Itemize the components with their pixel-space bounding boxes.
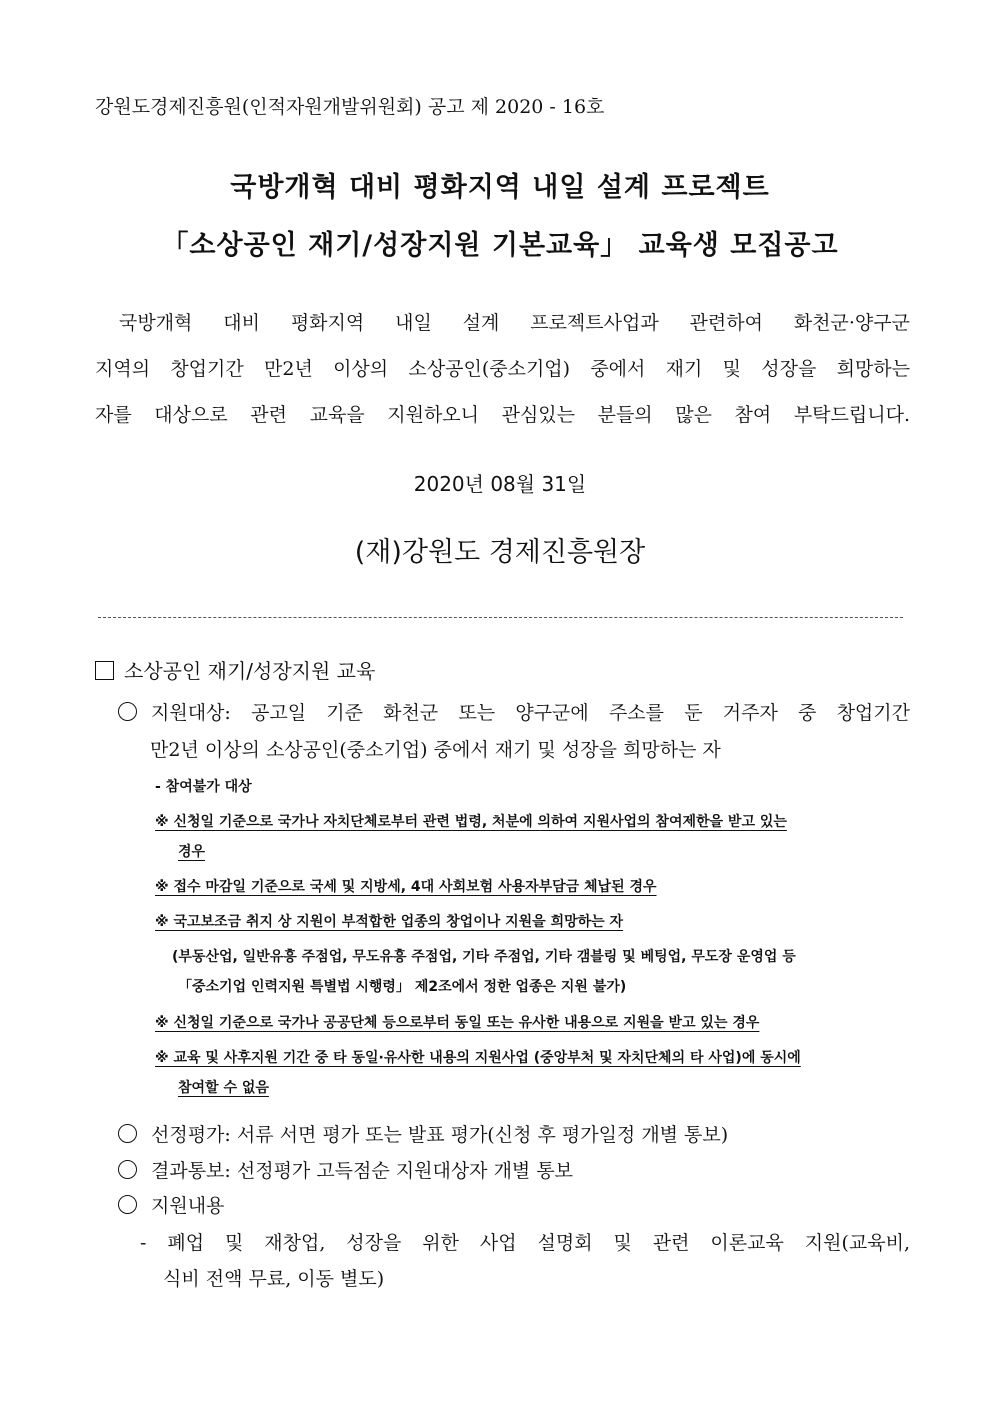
section-heading (95, 655, 375, 684)
announcement-date: 2020년 08월 31일 (413, 472, 587, 496)
exclusion-4: ※ 신청일 기준으로 국가나 공공단체 등으로부터 동일 또는 유사한 내용으로 지원을 받고 있는 경우 (155, 1015, 760, 1031)
intro-line: 자를 대상으로 관련 교육을 지원하오니 관심있는 분들의 많은 참여 부탁드립니다. (95, 404, 910, 426)
organization-name: (재)강원도 경제진흥원장 (354, 537, 646, 568)
circle-bullet-icon (118, 702, 137, 721)
exclusion-1-line-1: ※ 신청일 기준으로 국가나 자치단체로부터 관련 법령, 처분에 의하여 지원사업의 참여제한을 받고 있는 (155, 814, 787, 830)
eligibility-line-2: 만2년 이상의 소상공인(중소기업) 중에서 재기 및 성장을 희망하는 자 (150, 739, 721, 761)
title-line-2: 「소상공인 재기/성장지원 기본교육」 교육생 모집공고 (161, 230, 839, 261)
circle-bullet-icon (118, 1195, 137, 1214)
result-text: 결과통보: 선정평가 고득점순 지원대상자 개별 통보 (151, 1160, 574, 1182)
selection-item (118, 1120, 728, 1147)
section-title: 소상공인 재기/성장지원 교육 (124, 659, 376, 683)
circle-bullet-icon (118, 1160, 137, 1179)
support-item (118, 1191, 224, 1218)
exclusion-2: ※ 접수 마감일 기준으로 국세 및 지방세, 4대 사회보험 사용자부담금 체납된 경우 (155, 879, 657, 895)
intro-line: 지역의 창업기간 만2년 이상의 소상공인(중소기업) 중에서 재기 및 성장을 희망하는 (95, 358, 910, 380)
title-line-1: 국방개혁 대비 평화지역 내일 설계 프로젝트 (230, 172, 770, 203)
intro-paragraph (95, 300, 910, 438)
circle-bullet-icon (118, 1124, 137, 1143)
exclusion-5-line-1: ※ 교육 및 사후지원 기간 중 타 동일·유사한 내용의 지원사업 (중앙부처 및 자치단체의 타 사업)에 동시에 (155, 1050, 801, 1066)
exclusion-3: ※ 국고보조금 취지 상 지원이 부적합한 업종의 창업이나 지원을 희망하는 자 (155, 914, 624, 930)
support-line-2: 식비 전액 무료, 이동 별도) (163, 1268, 385, 1290)
support-line-1: - 폐업 및 재창업, 성장을 위한 사업 설명회 및 관련 이론교육 지원(교육비, (140, 1232, 910, 1254)
eligibility-line-1: 지원대상: 공고일 기준 화천군 또는 양구군에 주소를 둔 거주자 중 창업기간 (151, 702, 910, 724)
exclusion-3-note-1: (부동산업, 일반유흥 주점업, 무도유흥 주점업, 기타 주점업, 기타 갬블링 및 베팅업, 무도장 운영업 등 (172, 949, 796, 965)
eligibility-item (118, 698, 910, 725)
exclusion-heading: - 참여불가 대상 (155, 779, 252, 795)
exclusion-1-line-2: 경우 (178, 844, 206, 860)
selection-text: 선정평가: 서류 서면 평가 또는 발표 평가(신청 후 평가일정 개별 통보) (151, 1124, 729, 1146)
dashed-separator (98, 617, 903, 618)
result-item (118, 1156, 573, 1183)
exclusion-3-note-2: 「중소기업 인력지원 특별법 시행령」 제2조에서 정한 업종은 지원 불가) (178, 979, 627, 995)
exclusion-5-line-2: 참여할 수 없음 (178, 1080, 269, 1096)
support-heading: 지원내용 (151, 1195, 225, 1217)
intro-line: 국방개혁 대비 평화지역 내일 설계 프로젝트사업과 관련하여 화천군·양구군 (119, 312, 910, 334)
checkbox-square-icon (95, 661, 114, 680)
notice-number: 강원도경제진흥원(인적자원개발위원회) 공고 제 2020 - 16호 (95, 96, 605, 118)
